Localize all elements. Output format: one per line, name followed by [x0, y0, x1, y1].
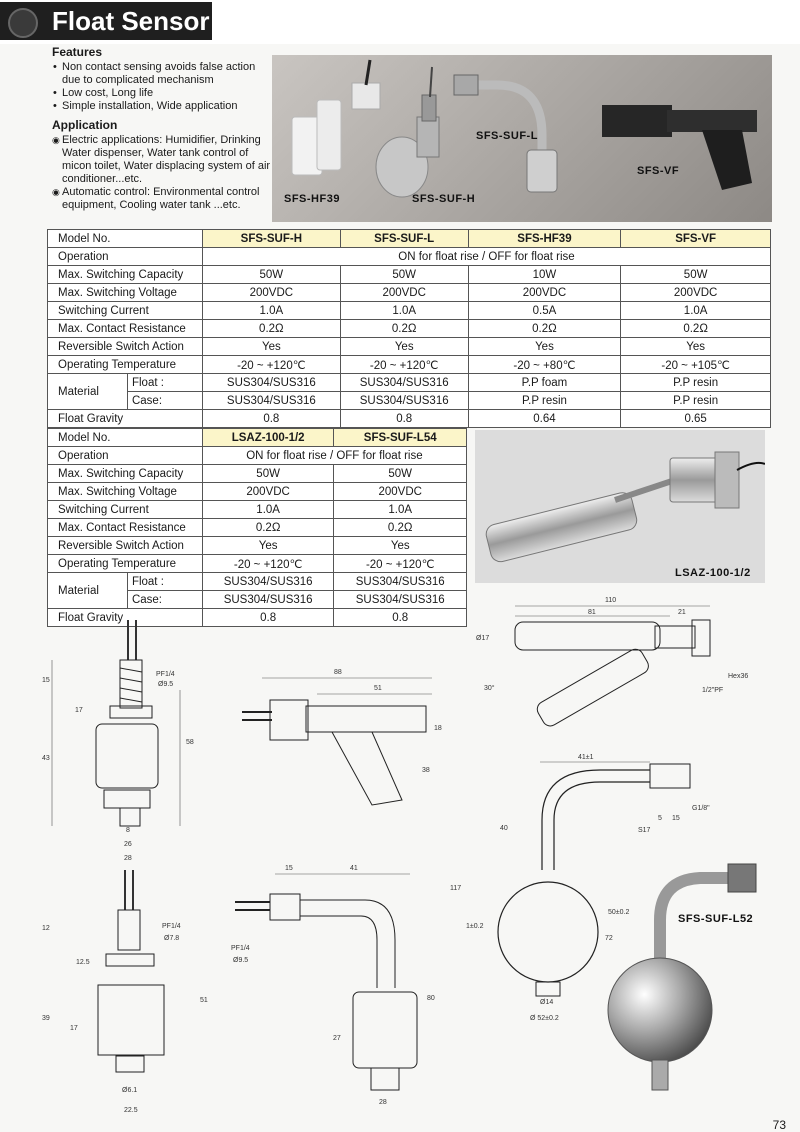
cell: SUS304/SUS316 — [202, 392, 340, 410]
cell: -20 ~ +80℃ — [468, 356, 621, 374]
row-label: Reversible Switch Action — [48, 338, 203, 356]
dim-label: 38 — [422, 767, 430, 774]
page-title-bar — [0, 2, 212, 40]
row-label: Switching Current — [48, 302, 203, 320]
dim-label: 21 — [678, 609, 686, 616]
dim-label: 27 — [333, 1035, 341, 1042]
row-label: Max. Switching Voltage — [48, 483, 203, 501]
model-col: LSAZ-100-1/2 — [202, 429, 334, 447]
model-col: SFS-SUF-L — [340, 230, 468, 248]
row-label: Operating Temperature — [48, 555, 203, 573]
material-label: Material — [48, 374, 128, 410]
float-label: Float : — [127, 374, 202, 392]
cell: 0.64 — [468, 410, 621, 428]
row-label: Float Gravity — [48, 410, 203, 428]
dim-label: 81 — [588, 609, 596, 616]
cell: SUS304/SUS316 — [334, 591, 467, 609]
operation-value: ON for float rise / OFF for float rise — [202, 248, 770, 266]
cell: 10W — [468, 266, 621, 284]
dim-label: Ø9.5 — [233, 957, 249, 964]
dim-label: 40 — [500, 825, 508, 832]
cell: 0.2Ω — [334, 519, 467, 537]
model-col: SFS-SUF-L54 — [334, 429, 467, 447]
dim-label: 22.5 — [124, 1107, 138, 1114]
table2-header-label: Model No. — [48, 429, 203, 447]
photo-label-suf-h: SFS-SUF-H — [412, 193, 476, 205]
features-section — [52, 46, 272, 218]
photo-label-vf: SFS-VF — [637, 165, 680, 177]
cell: 50W — [334, 465, 467, 483]
dim-label: 1±0.2 — [466, 923, 484, 930]
cell: 1.0A — [621, 302, 771, 320]
dim-label: 5 — [658, 815, 662, 822]
cell: Yes — [202, 338, 340, 356]
cell: 0.8 — [202, 410, 340, 428]
cell: 0.2Ω — [202, 519, 334, 537]
dim-label: 41±1 — [578, 754, 594, 761]
spec-table-1 — [47, 229, 771, 428]
cell: 200VDC — [334, 483, 467, 501]
cell: SUS304/SUS316 — [334, 573, 467, 591]
cell: 200VDC — [340, 284, 468, 302]
cell: P.P resin — [621, 392, 771, 410]
dim-label: S17 — [638, 827, 651, 834]
page-number: 73 — [772, 1118, 786, 1132]
title-decoration-icon — [8, 8, 38, 38]
dim-label: PF1/4 — [162, 923, 181, 930]
cell: Yes — [202, 537, 334, 555]
feature-item: • Low cost, Long life — [62, 87, 272, 100]
dim-label: 88 — [334, 669, 342, 676]
photo-label-lsaz: LSAZ-100-1/2 — [675, 567, 751, 579]
dim-label: Ø14 — [540, 999, 554, 1006]
application-item: ◉ Electric applications: Humidifier, Drinking Water dispenser, Water tank control of micon toilet, Water displacing system of air conditioner...etc. — [62, 134, 272, 186]
cell: 0.2Ω — [468, 320, 621, 338]
dim-label: 51 — [374, 685, 382, 692]
application-heading: Application — [52, 118, 118, 132]
dim-label: 30° — [484, 685, 495, 692]
cell: 50W — [202, 266, 340, 284]
cell: SUS304/SUS316 — [202, 573, 334, 591]
dim-label: 80 — [427, 995, 435, 1002]
row-label: Max. Contact Resistance — [48, 320, 203, 338]
cell: 50W — [340, 266, 468, 284]
cell: Yes — [468, 338, 621, 356]
dim-label: Ø9.5 — [158, 681, 174, 688]
dim-label: Ø6.1 — [122, 1087, 138, 1094]
row-label: Float Gravity — [48, 609, 203, 627]
cell: 0.2Ω — [340, 320, 468, 338]
cell: 200VDC — [202, 483, 334, 501]
cell: 50W — [621, 266, 771, 284]
row-label: Reversible Switch Action — [48, 537, 203, 555]
cell: 0.5A — [468, 302, 621, 320]
photo-label-suf-l52: SFS-SUF-L52 — [678, 913, 754, 925]
dim-label: 8 — [126, 827, 130, 834]
product-photo — [272, 55, 772, 222]
dim-label: 58 — [186, 739, 194, 746]
application-item: ◉ Automatic control: Environmental control equipment, Cooling water tank ...etc. — [62, 186, 272, 212]
cell: 1.0A — [202, 302, 340, 320]
model-col: SFS-SUF-H — [202, 230, 340, 248]
cell: SUS304/SUS316 — [340, 374, 468, 392]
cell: 0.8 — [202, 609, 334, 627]
drawing-lsaz — [470, 590, 770, 730]
cell: 0.8 — [340, 410, 468, 428]
application-list — [52, 134, 272, 212]
lsaz-illustration — [475, 430, 765, 583]
dim-label: 43 — [42, 755, 50, 762]
spec-table-2 — [47, 428, 467, 627]
row-label: Operating Temperature — [48, 356, 203, 374]
operation-value: ON for float rise / OFF for float rise — [202, 447, 466, 465]
cell: -20 ~ +120℃ — [202, 555, 334, 573]
cell: 1.0A — [202, 501, 334, 519]
table1-header-label: Model No. — [48, 230, 203, 248]
dim-label: 117 — [450, 885, 462, 892]
case-label: Case: — [127, 591, 202, 609]
drawing-suf-l — [225, 860, 445, 1122]
cell: 200VDC — [202, 284, 340, 302]
cell: SUS304/SUS316 — [202, 591, 334, 609]
cell: P.P resin — [468, 392, 621, 410]
cell: SUS304/SUS316 — [340, 392, 468, 410]
dim-label: G1/8" — [692, 805, 710, 812]
row-label: Switching Current — [48, 501, 203, 519]
features-heading: Features — [52, 45, 103, 59]
cell: Yes — [621, 338, 771, 356]
dim-label: Ø17 — [476, 635, 490, 642]
lsaz-photo — [475, 430, 765, 583]
cell: P.P foam — [468, 374, 621, 392]
dim-label: 51 — [200, 997, 208, 1004]
cell: 200VDC — [621, 284, 771, 302]
row-label: Max. Switching Voltage — [48, 284, 203, 302]
dim-label: 15 — [42, 677, 50, 684]
feature-item: • Non contact sensing avoids false action due to complicated mechanism — [62, 61, 272, 87]
dim-label: Ø7.8 — [164, 935, 180, 942]
row-label: Max. Contact Resistance — [48, 519, 203, 537]
dim-label: 50±0.2 — [608, 909, 630, 916]
cell: SUS304/SUS316 — [202, 374, 340, 392]
cell: Yes — [340, 338, 468, 356]
cell: 0.2Ω — [621, 320, 771, 338]
row-label: Operation — [48, 248, 203, 266]
row-label: Max. Switching Capacity — [48, 465, 203, 483]
dim-label: 15 — [285, 865, 293, 872]
drawing-suf-h — [40, 620, 210, 870]
cell: Yes — [334, 537, 467, 555]
dim-label: 1/2"PF — [702, 687, 724, 694]
model-col: SFS-HF39 — [468, 230, 621, 248]
header — [0, 0, 800, 44]
dim-label: 12.5 — [76, 959, 90, 966]
photo-label-hf39: SFS-HF39 — [284, 193, 340, 205]
dim-label: 26 — [124, 841, 132, 848]
dim-label: PF1/4 — [156, 671, 175, 678]
cell: P.P resin — [621, 374, 771, 392]
dim-label: 28 — [379, 1099, 387, 1106]
feature-item: • Simple installation, Wide application — [62, 100, 272, 113]
cell: 0.65 — [621, 410, 771, 428]
cell: 200VDC — [468, 284, 621, 302]
dim-label: 17 — [75, 707, 83, 714]
cell: -20 ~ +105℃ — [621, 356, 771, 374]
dim-label: 28 — [124, 855, 132, 862]
cell: 0.2Ω — [202, 320, 340, 338]
cell: 1.0A — [334, 501, 467, 519]
photo-label-suf-l: SFS-SUF-L — [476, 130, 538, 142]
cell: -20 ~ +120℃ — [202, 356, 340, 374]
suf-l52-photo — [590, 860, 780, 1100]
dim-label: 17 — [70, 1025, 78, 1032]
cell: -20 ~ +120℃ — [334, 555, 467, 573]
model-col: SFS-VF — [621, 230, 771, 248]
cell: 50W — [202, 465, 334, 483]
dim-label: 12 — [42, 925, 50, 932]
dim-label: Hex36 — [728, 673, 749, 680]
drawing-hf39 — [40, 870, 220, 1120]
float-label: Float : — [127, 573, 202, 591]
dim-label: 72 — [605, 935, 613, 942]
dim-label: PF1/4 — [231, 945, 250, 952]
dim-label: 110 — [605, 597, 617, 604]
row-label: Max. Switching Capacity — [48, 266, 203, 284]
page-title: Float Sensor — [52, 6, 210, 36]
dim-label: Ø 52±0.2 — [530, 1015, 559, 1022]
dim-label: 18 — [434, 725, 442, 732]
cell: 0.8 — [334, 609, 467, 627]
dim-label: 39 — [42, 1015, 50, 1022]
case-label: Case: — [127, 392, 202, 410]
row-label: Operation — [48, 447, 203, 465]
drawing-vf — [222, 660, 452, 810]
features-list — [52, 61, 272, 113]
dim-label: 41 — [350, 865, 358, 872]
material-label: Material — [48, 573, 128, 609]
dim-label: 15 — [672, 815, 680, 822]
cell: -20 ~ +120℃ — [340, 356, 468, 374]
cell: 1.0A — [340, 302, 468, 320]
